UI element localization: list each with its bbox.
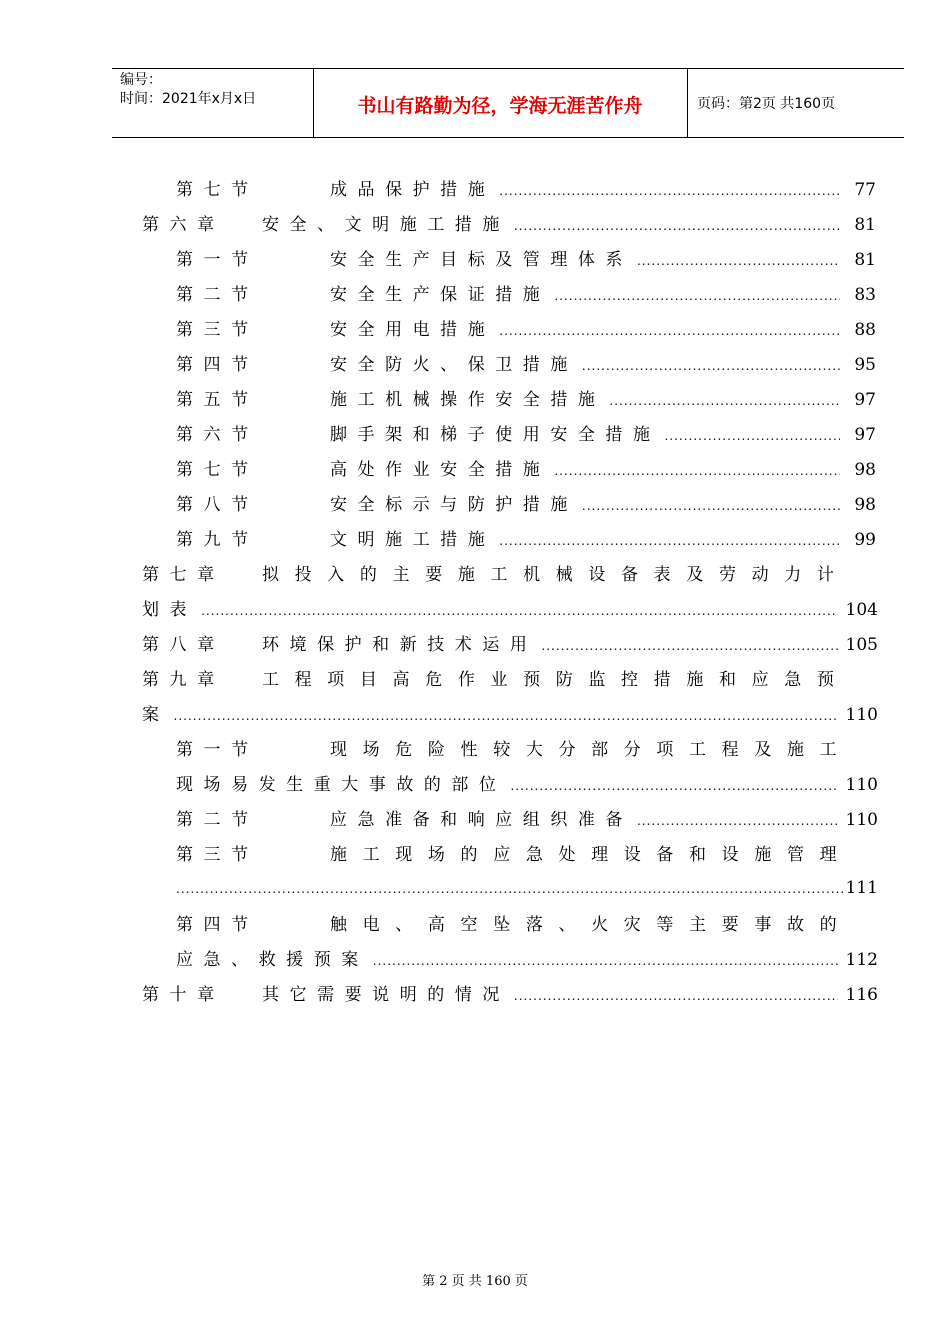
toc-page-number: 104 — [845, 600, 878, 620]
toc-section-number: 第八节 — [176, 495, 259, 515]
toc-section-number: 第九节 — [176, 530, 259, 550]
toc-entry[interactable] — [176, 388, 876, 412]
toc-entry[interactable] — [142, 213, 876, 237]
toc-page-number: 110 — [845, 775, 878, 795]
toc-entry[interactable] — [142, 983, 878, 1007]
toc-section-number: 第四节 — [176, 915, 259, 935]
toc-chapter-number: 第九章 — [142, 670, 225, 690]
toc-entry-title: 高处作业安全措施 — [330, 460, 551, 480]
toc-entry[interactable] — [176, 248, 876, 272]
toc-chapter-number: 第七章 — [142, 565, 225, 585]
toc-entry[interactable] — [142, 633, 878, 657]
toc-entry[interactable] — [176, 913, 860, 937]
toc-page-number: 95 — [854, 355, 876, 375]
toc-entry-title: 拟投入的主要施工机械设备表及劳动力计 — [262, 565, 850, 585]
toc-leader-dots — [554, 284, 840, 308]
header-meta — [120, 71, 256, 109]
toc-entry-title: 现场危险性较大分部分项工程及施工 — [330, 740, 853, 760]
toc-section-number: 第一节 — [176, 740, 259, 760]
toc-leader-dots — [499, 319, 840, 343]
toc-leader-dots — [499, 529, 840, 553]
toc-section-number: 第三节 — [176, 845, 259, 865]
toc-leader-dots — [637, 809, 838, 833]
time-label: 时间：2021年x月x日 — [120, 91, 257, 107]
toc-entry-title: 成品保护措施 — [330, 180, 496, 200]
toc-entry[interactable] — [176, 528, 876, 552]
toc-page-number: 110 — [845, 705, 878, 725]
toc-entry-continued[interactable] — [176, 948, 878, 972]
toc-section-number: 第四节 — [176, 355, 259, 375]
toc-page-number: 111 — [845, 878, 878, 898]
toc-entry-title: 应急准备和响应组织准备 — [330, 810, 633, 830]
toc-entry[interactable] — [176, 318, 876, 342]
toc-entry-title: 工程项目高危作业预防监控措施和应急预 — [262, 670, 850, 690]
toc-entry-title: 文明施工措施 — [330, 530, 496, 550]
toc-leader-dots — [637, 249, 840, 273]
toc-page-number: 99 — [854, 530, 876, 550]
toc-entry[interactable] — [176, 458, 876, 482]
toc-section-number: 第七节 — [176, 180, 259, 200]
toc-page-number: 105 — [845, 635, 878, 655]
header-motto: 书山有路勤为径，学海无涯苦作舟 — [357, 95, 643, 117]
toc-entry[interactable] — [142, 668, 860, 692]
toc-entry[interactable] — [176, 843, 860, 867]
toc-section-number: 第二节 — [176, 285, 259, 305]
toc-entry[interactable] — [142, 563, 860, 587]
toc-page-number: 112 — [845, 950, 878, 970]
toc-entry[interactable] — [176, 178, 876, 202]
toc-section-number: 第六节 — [176, 425, 259, 445]
toc-entry-continued[interactable] — [176, 876, 878, 900]
number-label: 编号： — [120, 72, 162, 88]
toc-leader-dots — [499, 179, 840, 203]
toc-leader-dots — [582, 494, 840, 518]
toc-entry-continued[interactable] — [176, 773, 878, 797]
toc-entry[interactable] — [176, 808, 878, 832]
toc-section-number: 第五节 — [176, 390, 259, 410]
toc-entry-continued[interactable] — [142, 598, 878, 622]
toc-leader-dots — [201, 599, 837, 623]
toc-leader-dots — [174, 704, 838, 728]
toc-leader-dots — [510, 774, 837, 798]
toc-entry-title: 施工现场的应急处理设备和设施管理 — [330, 845, 853, 865]
toc-page-number: 83 — [854, 285, 876, 305]
toc-page-number: 81 — [854, 215, 876, 235]
toc-entry[interactable] — [176, 493, 876, 517]
toc-leader-dots — [514, 984, 838, 1008]
header-page-info: 页码：第2页 共160页 — [697, 96, 836, 112]
toc-section-number: 第二节 — [176, 810, 259, 830]
toc-section-number: 第一节 — [176, 250, 259, 270]
toc-page-number: 81 — [854, 250, 876, 270]
toc-leader-dots — [554, 459, 840, 483]
toc-entry-continued[interactable] — [142, 703, 878, 727]
toc-page-number: 98 — [854, 495, 876, 515]
toc-leader-dots — [541, 634, 837, 658]
toc-entry-title: 脚手架和梯子使用安全措施 — [330, 425, 661, 445]
toc-entry-title: 安全用电措施 — [330, 320, 496, 340]
toc-entry-title: 应急、救援预案 — [176, 950, 369, 970]
toc-leader-dots — [176, 877, 844, 901]
toc-entry[interactable] — [176, 738, 860, 762]
toc-entry-title: 安全防火、保卫措施 — [330, 355, 578, 375]
toc-leader-dots — [609, 389, 840, 413]
toc-page-number: 110 — [845, 810, 878, 830]
toc-page-number: 88 — [854, 320, 876, 340]
toc-entry-title: 触电、高空坠落、火灾等主要事故的 — [330, 915, 853, 935]
page-header — [112, 68, 904, 138]
toc-entry-title: 案 — [142, 705, 170, 725]
toc-section-number: 第七节 — [176, 460, 259, 480]
toc-entry-title: 现场易发生重大事故的部位 — [176, 775, 507, 795]
toc-page-number: 97 — [854, 390, 876, 410]
toc-entry-title: 安全生产保证措施 — [330, 285, 551, 305]
toc-leader-dots — [373, 949, 838, 973]
toc-page-number: 116 — [845, 985, 878, 1005]
header-divider — [687, 69, 688, 137]
toc-section-number: 第三节 — [176, 320, 259, 340]
toc-entry-title: 环境保护和新技术运用 — [262, 635, 538, 655]
toc-entry-title: 施工机械操作安全措施 — [330, 390, 606, 410]
toc-page-number: 98 — [854, 460, 876, 480]
toc-entry-title: 安全标示与防护措施 — [330, 495, 578, 515]
toc-chapter-number: 第十章 — [142, 985, 225, 1005]
toc-entry-title: 安全、文明施工措施 — [262, 215, 510, 235]
toc-entry[interactable] — [176, 353, 876, 377]
toc-leader-dots — [582, 354, 840, 378]
page-footer: 第 2 页 共 160 页 — [422, 1274, 528, 1289]
toc-page-number: 97 — [854, 425, 876, 445]
toc-entry[interactable] — [176, 283, 876, 307]
toc-entry[interactable] — [176, 423, 876, 447]
toc-entry-title: 安全生产目标及管理体系 — [330, 250, 633, 270]
toc-chapter-number: 第六章 — [142, 215, 225, 235]
toc-leader-dots — [664, 424, 840, 448]
toc-leader-dots — [514, 214, 840, 238]
toc-entry-title: 划表 — [142, 600, 198, 620]
toc-chapter-number: 第八章 — [142, 635, 225, 655]
toc-page-number: 77 — [854, 180, 876, 200]
toc-entry-title: 其它需要说明的情况 — [262, 985, 510, 1005]
